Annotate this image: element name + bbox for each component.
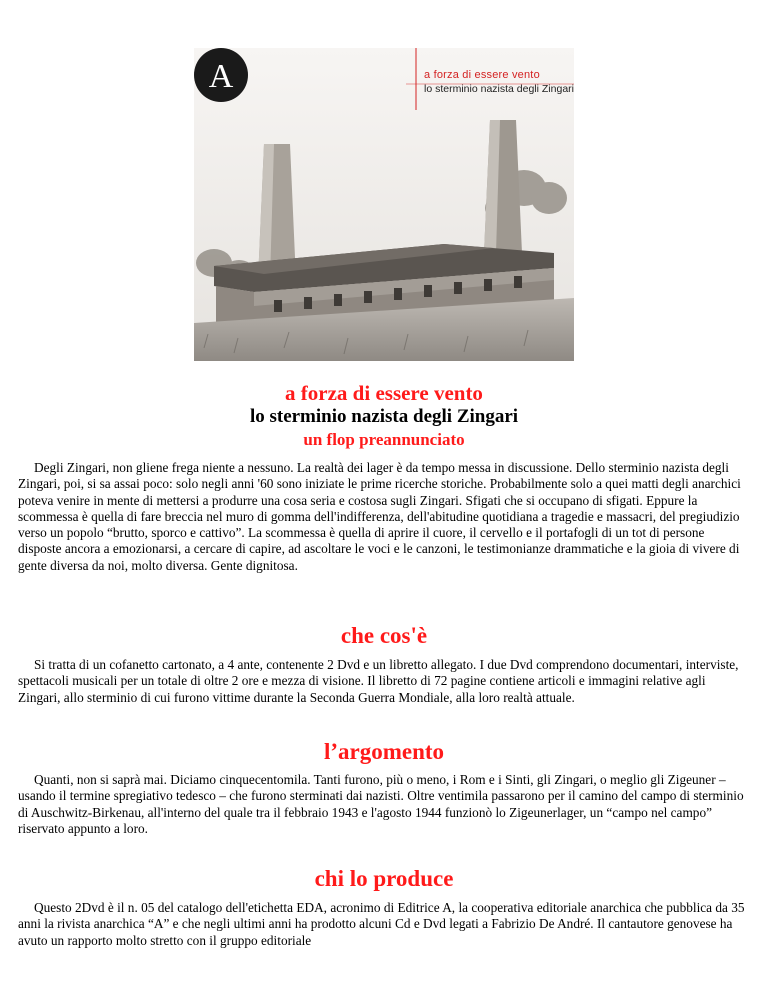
section-paragraph-argomento: Quanti, non si saprà mai. Diciamo cinquecentomila. Tanti furono, più o meno, i Rom e i Sinti, gli Zingari, o meglio gli Zigeuner – usando il termine spregiativo tedesco – che furono sterminati dai nazisti. Oltre ventimila passarono per il camino del campo di sterminio di Auschwitz-Birkenau, all'interno del quale tra il febbraio 1943 e l'agosto 1944 funzionò lo Zigeunerlager, un “campo nel campo” riservato appunto a loro. (18, 772, 744, 836)
anarchy-a-logo-icon (194, 48, 248, 102)
section-heading-argomento: l’argomento (323, 739, 445, 764)
svg-text:A: A (208, 58, 234, 95)
section-paragraph-cosa: Si tratta di un cofanetto cartonato, a 4 ante, contenente 2 Dvd e un libretto allegato. I due Dvd comprendono documentari, interviste, spettacoli musicali per un totale di oltre 2 ore e mezza di visione. Il libretto di 72 pagine contiene articoli e immagini relative agli Zingari, allo sterminio di cui furono vittime durante la Seconda Guerra Mondiale, alla loro realtà attuale. (18, 657, 739, 705)
cover-title: a forza di essere vento (424, 69, 540, 81)
cover-image (194, 48, 574, 361)
section-heading-produce: chi lo produce (314, 866, 454, 891)
page-title: a forza di essere vento (285, 381, 483, 405)
intro-paragraph: Degli Zingari, non gliene frega niente a nessuno. La realtà dei lager è da tempo messa in discussione. Dello sterminio nazista degli Zingari, poi, si sa assai poco: solo negli anni '60 sono iniziate le prime ricerche storiche. Probabilmente solo a quei matti degli anarchici poteva venire in mente di mettersi a produrre una cosa seria e costosa sugli Zingari. Sfigati che si occupano di sfigati. Eppure la scommessa è quella di fare breccia nel muro di gomma dell'indifferenza, dell'abitudine quotidiana a tragedie e massacri, del pregiudizio verso un popolo “brutto, sporco e cattivo”. La scommessa è quella di aprire il cuore, il cervello e il portafogli di un tot di persone disposte ancora a emozionarsi, a cercare di capire, ad ascoltare le voci e le canzoni, le testimonianze drammatiche e la gioia di vivere di gente diversa da noi, molto diversa. Gente dignitosa. (18, 460, 741, 573)
page-subtitle: lo sterminio nazista degli Zingari (249, 406, 519, 427)
section-paragraph-produce: Questo 2Dvd è il n. 05 del catalogo dell'etichetta EDA, acronimo di Editrice A, la cooperativa editoriale anarchica che pubblica da 35 anni la rivista anarchica “A” e che negli ultimi anni ha prodotto alcuni Cd e Dvd legati a Fabrizio De André. Il cantautore genovese ha avuto un rapporto molto stretto con il gruppo editoriale (18, 900, 745, 948)
section-heading-cosa: che cos'è (340, 623, 428, 648)
page-tagline: un flop preannunciato (303, 430, 465, 449)
cover-subtitle: lo sterminio nazista degli Zingari (424, 83, 574, 95)
